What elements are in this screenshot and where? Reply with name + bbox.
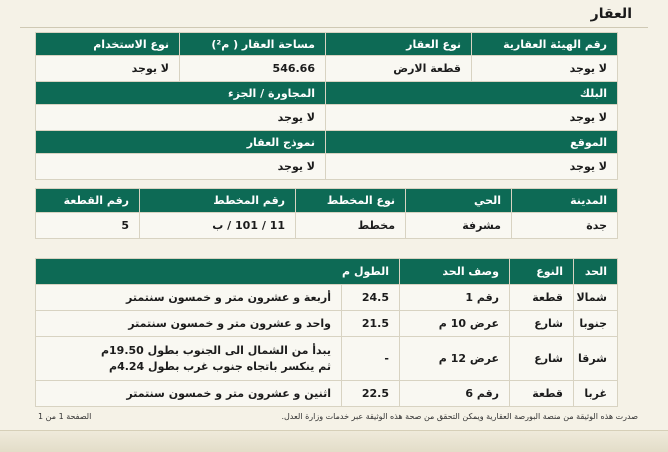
boundary-length-text: أربعة و عشرون متر و خمسون سنتمتر xyxy=(35,285,341,311)
boundary-type: قطعة xyxy=(510,381,574,407)
property-header-row xyxy=(36,33,618,56)
value-district: مشرفة xyxy=(406,213,512,239)
value-city: جدة xyxy=(512,213,618,239)
table-row xyxy=(35,381,617,407)
value-property-model: لا يوجد xyxy=(36,154,326,180)
boundary-description: رقم 1 xyxy=(400,285,510,311)
boundary-length-text-line-1: يبدأ من الشمال الى الجنوب بطول 19.50م xyxy=(100,343,331,357)
header-plot-number: رقم القطعة xyxy=(36,189,140,213)
boundaries-header-row xyxy=(35,259,617,285)
boundary-length-text xyxy=(35,337,341,381)
boundary-description: عرض 10 م xyxy=(400,311,510,337)
value-block: لا يوجد xyxy=(326,105,618,131)
table-row xyxy=(35,311,617,337)
page-number: الصفحة 1 من 1 xyxy=(38,412,92,421)
header-authority-number: رقم الهيئة العقارية xyxy=(472,33,618,56)
plan-value-row xyxy=(36,213,618,239)
boundary-length-text: واحد و عشرون متر و خمسون سنتمتر xyxy=(35,311,341,337)
value-plan-number: 11 / 101 / ب xyxy=(140,213,296,239)
footer-verification-note: صدرت هذه الوثيقة من منصة البورصة العقارية ويمكن التحقق من صحة هذه الوثيقة عبر خدمات وزارة العدل. xyxy=(281,412,638,421)
header-description: وصف الحد xyxy=(400,259,510,285)
boundary-side: جنوبا xyxy=(574,311,618,337)
boundary-type: شارع xyxy=(510,311,574,337)
boundary-length: - xyxy=(342,337,400,381)
boundary-length-text: اثنين و عشرون متر و خمسون سنتمتر xyxy=(35,381,341,407)
title-divider xyxy=(20,27,648,28)
header-usage-type: نوع الاستخدام xyxy=(36,33,180,56)
section-title: العقار xyxy=(590,6,632,22)
value-plan-type: مخطط xyxy=(296,213,406,239)
block-header-row xyxy=(36,82,618,105)
header-district: الحي xyxy=(406,189,512,213)
header-side: الحد xyxy=(574,259,618,285)
boundary-description: رقم 6 xyxy=(400,381,510,407)
boundary-side: شمالا xyxy=(574,285,618,311)
header-length: الطول م xyxy=(35,259,399,285)
header-property-type: نوع العقار xyxy=(326,33,472,56)
value-location: لا يوجد xyxy=(326,154,618,180)
property-table xyxy=(35,32,618,180)
header-plan-number: رقم المخطط xyxy=(140,189,296,213)
header-type: النوع xyxy=(510,259,574,285)
boundary-side: غربا xyxy=(574,381,618,407)
boundary-description: عرض 12 م xyxy=(400,337,510,381)
header-location: الموقع xyxy=(326,131,618,154)
table-row xyxy=(35,337,617,381)
property-value-row xyxy=(36,56,618,82)
header-neighborhood-part: المجاورة / الجزء xyxy=(36,82,326,105)
header-property-model: نموذج العقار xyxy=(36,131,326,154)
header-city: المدينة xyxy=(512,189,618,213)
boundary-length: 22.5 xyxy=(342,381,400,407)
boundary-length-text-line-2: ثم ينكسر باتجاه جنوب غرب بطول 4.24م xyxy=(109,359,331,373)
boundary-type: شارع xyxy=(510,337,574,381)
table-row xyxy=(35,285,617,311)
value-authority-number: لا يوجد xyxy=(472,56,618,82)
header-property-area: مساحة العقار ( م²) xyxy=(180,33,326,56)
block-value-row xyxy=(36,105,618,131)
plan-table xyxy=(35,188,618,239)
boundary-type: قطعة xyxy=(510,285,574,311)
value-neighborhood-part: لا يوجد xyxy=(36,105,326,131)
plan-header-row xyxy=(36,189,618,213)
boundaries-table xyxy=(35,258,618,407)
boundary-length: 24.5 xyxy=(342,285,400,311)
boundary-side: شرقا xyxy=(574,337,618,381)
header-plan-type: نوع المخطط xyxy=(296,189,406,213)
value-plot-number: 5 xyxy=(36,213,140,239)
value-usage-type: لا يوجد xyxy=(36,56,180,82)
location-value-row xyxy=(36,154,618,180)
boundary-length: 21.5 xyxy=(342,311,400,337)
page-edge xyxy=(0,430,668,452)
value-property-area: 546.66 xyxy=(180,56,326,82)
location-header-row xyxy=(36,131,618,154)
value-property-type: قطعة الارض xyxy=(326,56,472,82)
header-block: البلك xyxy=(326,82,618,105)
